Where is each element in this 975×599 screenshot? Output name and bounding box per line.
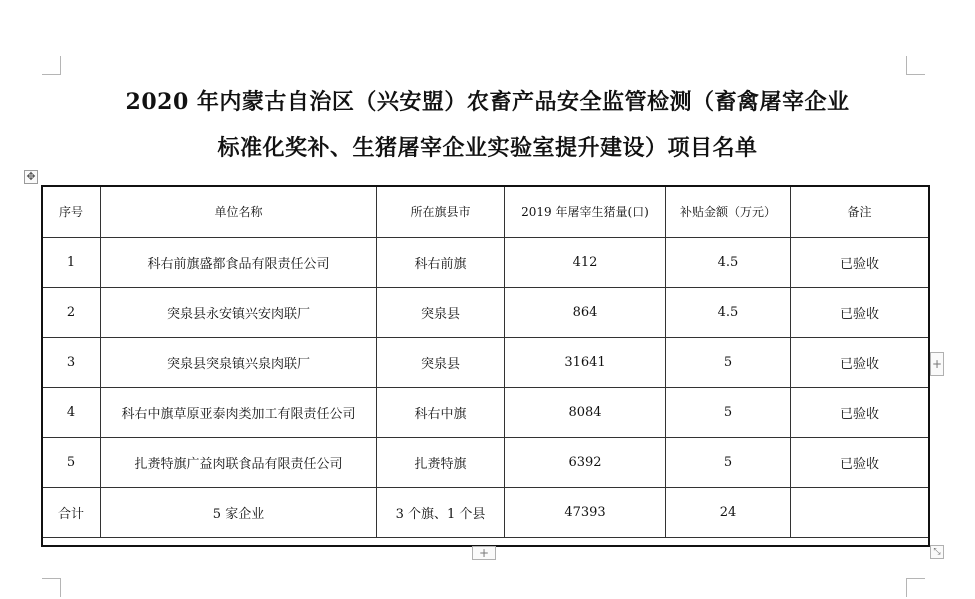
total-cell[interactable]: 3 个旗、1 个县 — [377, 488, 505, 538]
table-cell[interactable]: 突泉县 — [377, 288, 505, 338]
header-cell[interactable]: 所在旗县市 — [377, 186, 505, 238]
table-cell[interactable]: 4.5 — [666, 288, 791, 338]
table-cell[interactable]: 科右中旗草原亚泰肉类加工有限责任公司 — [101, 388, 377, 438]
table-cell[interactable]: 4 — [42, 388, 101, 438]
page-corner-mark — [42, 56, 61, 75]
header-cell[interactable]: 单位名称 — [101, 186, 377, 238]
table-cell[interactable]: 412 — [505, 238, 666, 288]
table-cell[interactable]: 6392 — [505, 438, 666, 488]
total-cell[interactable]: 合计 — [42, 488, 101, 538]
table-header-row — [42, 186, 929, 238]
total-cell[interactable]: 47393 — [505, 488, 666, 538]
table-cell[interactable]: 已验收 — [791, 388, 929, 438]
header-cell[interactable]: 序号 — [42, 186, 101, 238]
add-column-plus-icon[interactable]: + — [930, 352, 944, 376]
table-row — [42, 388, 929, 438]
table-cell[interactable]: 突泉县永安镇兴安肉联厂 — [101, 288, 377, 338]
table-cell[interactable]: 3 — [42, 338, 101, 388]
page-corner-mark — [42, 578, 61, 597]
table-resize-icon[interactable]: ⤡ — [930, 545, 944, 559]
table-cell[interactable]: 4.5 — [666, 238, 791, 288]
table-row — [42, 338, 929, 388]
table-cell[interactable]: 5 — [666, 338, 791, 388]
total-cell[interactable]: 24 — [666, 488, 791, 538]
table-move-handle-icon[interactable]: ✥ — [24, 170, 38, 184]
table-cell[interactable]: 已验收 — [791, 288, 929, 338]
table-cell[interactable]: 科右中旗 — [377, 388, 505, 438]
add-row-plus-icon[interactable]: + — [472, 546, 496, 560]
table-cell[interactable]: 已验收 — [791, 338, 929, 388]
table-cell[interactable]: 5 — [666, 388, 791, 438]
table-cell[interactable]: 5 — [42, 438, 101, 488]
table-row — [42, 288, 929, 338]
table-cell[interactable]: 扎赉特旗广益肉联食品有限责任公司 — [101, 438, 377, 488]
table-row — [42, 238, 929, 288]
table-cell[interactable]: 扎赉特旗 — [377, 438, 505, 488]
table-cell[interactable]: 5 — [666, 438, 791, 488]
document-title-line-1: 2020 年内蒙古自治区（兴安盟）农畜产品安全监管检测（畜禽屠宰企业 — [125, 89, 850, 115]
table-cell[interactable]: 突泉县突泉镇兴泉肉联厂 — [101, 338, 377, 388]
table-cell[interactable]: 科右前旗盛都食品有限责任公司 — [101, 238, 377, 288]
table-cell[interactable]: 已验收 — [791, 238, 929, 288]
table-cell[interactable]: 2 — [42, 288, 101, 338]
table-cell[interactable]: 1 — [42, 238, 101, 288]
table-cell[interactable]: 科右前旗 — [377, 238, 505, 288]
header-cell[interactable]: 备注 — [791, 186, 929, 238]
header-cell[interactable]: 2019 年屠宰生猪量(口) — [505, 186, 666, 238]
table-cell[interactable]: 31641 — [505, 338, 666, 388]
table-cell[interactable]: 突泉县 — [377, 338, 505, 388]
total-cell[interactable]: 5 家企业 — [101, 488, 377, 538]
table-cell[interactable]: 864 — [505, 288, 666, 338]
table-row — [42, 438, 929, 488]
header-cell[interactable]: 补贴金额（万元） — [666, 186, 791, 238]
project-table — [41, 185, 929, 538]
table-cell[interactable]: 已验收 — [791, 438, 929, 488]
page-corner-mark — [906, 578, 925, 597]
total-cell[interactable] — [791, 488, 929, 538]
document-title-line-2: 标准化奖补、生猪屠宰企业实验室提升建设）项目名单 — [217, 135, 758, 161]
table-total-row — [42, 488, 929, 538]
table-cell[interactable]: 8084 — [505, 388, 666, 438]
page-corner-mark — [906, 56, 925, 75]
